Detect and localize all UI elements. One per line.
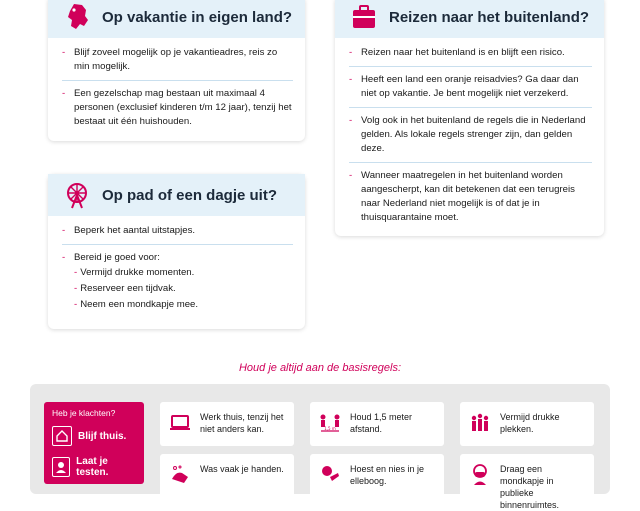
klacht-row-testen xyxy=(52,456,136,478)
rule-mondkapje xyxy=(460,454,594,510)
rule-handen-wassen xyxy=(160,454,294,498)
rule-text: Vermijd drukke plekken. xyxy=(500,412,560,434)
sneeze-elbow-icon xyxy=(318,463,342,487)
list-item: - Heeft een land een oranje reisadvies? Ga daar dan niet op vakantie. Je bent mogelijk niet verzekerd. xyxy=(349,73,592,101)
sub-item: - Reserveer een tijdvak. xyxy=(74,283,176,294)
suitcase-icon xyxy=(349,2,379,32)
laat-testen-label: Laat je testen. xyxy=(76,456,109,478)
basisregels-heading: Houd je altijd aan de basisregels: xyxy=(238,362,402,374)
house-icon xyxy=(52,426,72,446)
ferris-wheel-icon xyxy=(62,180,92,210)
card-header xyxy=(48,174,305,216)
sub-item: - Neem een mondkapje mee. xyxy=(74,299,199,310)
card-vakantie-eigen-land xyxy=(48,0,305,141)
blijf-thuis-label: Blijf thuis. xyxy=(78,430,127,442)
rule-text: Draag een mondkapje in publieke binnenruimtes. xyxy=(500,464,560,510)
divider xyxy=(62,244,293,245)
list-item: - Bereid je goed voor: xyxy=(62,251,293,265)
card-body xyxy=(335,38,604,239)
netherlands-map-icon xyxy=(62,2,92,32)
card-reizen-buitenland xyxy=(335,0,604,236)
list-item: - Wanneer maatregelen in het buitenland worden aangescherpt, kan dit betekenen dat een terugreis naar Nederland niet mogelijk is of dat je in thuisquarantaine moet. xyxy=(349,169,592,225)
card-body xyxy=(48,216,305,321)
hand-wash-icon xyxy=(168,463,192,487)
rule-text: Was vaak je handen. xyxy=(200,464,284,474)
distance-marker: 1,5 m xyxy=(324,426,336,431)
rule-werk-thuis xyxy=(160,402,294,446)
laptop-icon xyxy=(168,411,192,435)
klachten-box xyxy=(44,402,144,484)
rule-text: Hoest en nies in je elleboog. xyxy=(350,464,425,486)
card-title: Op vakantie in eigen land? xyxy=(102,8,293,26)
divider xyxy=(349,107,592,108)
distance-icon xyxy=(318,411,342,435)
rule-text: Houd 1,5 meter afstand. xyxy=(350,412,413,434)
divider xyxy=(349,66,592,67)
list-item: - Beperk het aantal uitstapjes. xyxy=(62,224,293,238)
card-title: Op pad of een dagje uit? xyxy=(102,186,278,204)
card-header xyxy=(335,0,604,38)
klachten-title: Heb je klachten? xyxy=(52,408,116,418)
crowd-icon xyxy=(468,411,492,435)
rule-text: Werk thuis, tenzij het niet anders kan. xyxy=(200,412,284,434)
list-item: - Reizen naar het buitenland is en blijft een risico. xyxy=(349,46,592,60)
list-item: - Een gezelschap mag bestaan uit maximaal 4 personen (exclusief kinderen t/m 12 jaar), tenzij het bestaat uit één huishouden. xyxy=(62,87,293,129)
rule-hoesten-niezen xyxy=(310,454,444,498)
test-person-icon xyxy=(52,457,70,477)
list-item: - Volg ook in het buitenland de regels die in Nederland gelden. Als lokale regels strenger zijn, dan gelden deze. xyxy=(349,114,592,156)
sub-item: - Vermijd drukke momenten. xyxy=(74,267,195,278)
divider xyxy=(62,80,293,81)
card-header xyxy=(48,0,305,38)
klacht-row-thuis xyxy=(52,426,136,446)
card-dagje-uit xyxy=(48,174,305,329)
list-item: - Blijf zoveel mogelijk op je vakantieadres, reis zo min mogelijk. xyxy=(62,46,293,74)
rule-afstand xyxy=(310,402,444,446)
face-mask-icon xyxy=(468,463,492,487)
card-body xyxy=(48,38,305,143)
divider xyxy=(349,162,592,163)
card-title: Reizen naar het buitenland? xyxy=(389,8,590,26)
rule-drukte xyxy=(460,402,594,446)
